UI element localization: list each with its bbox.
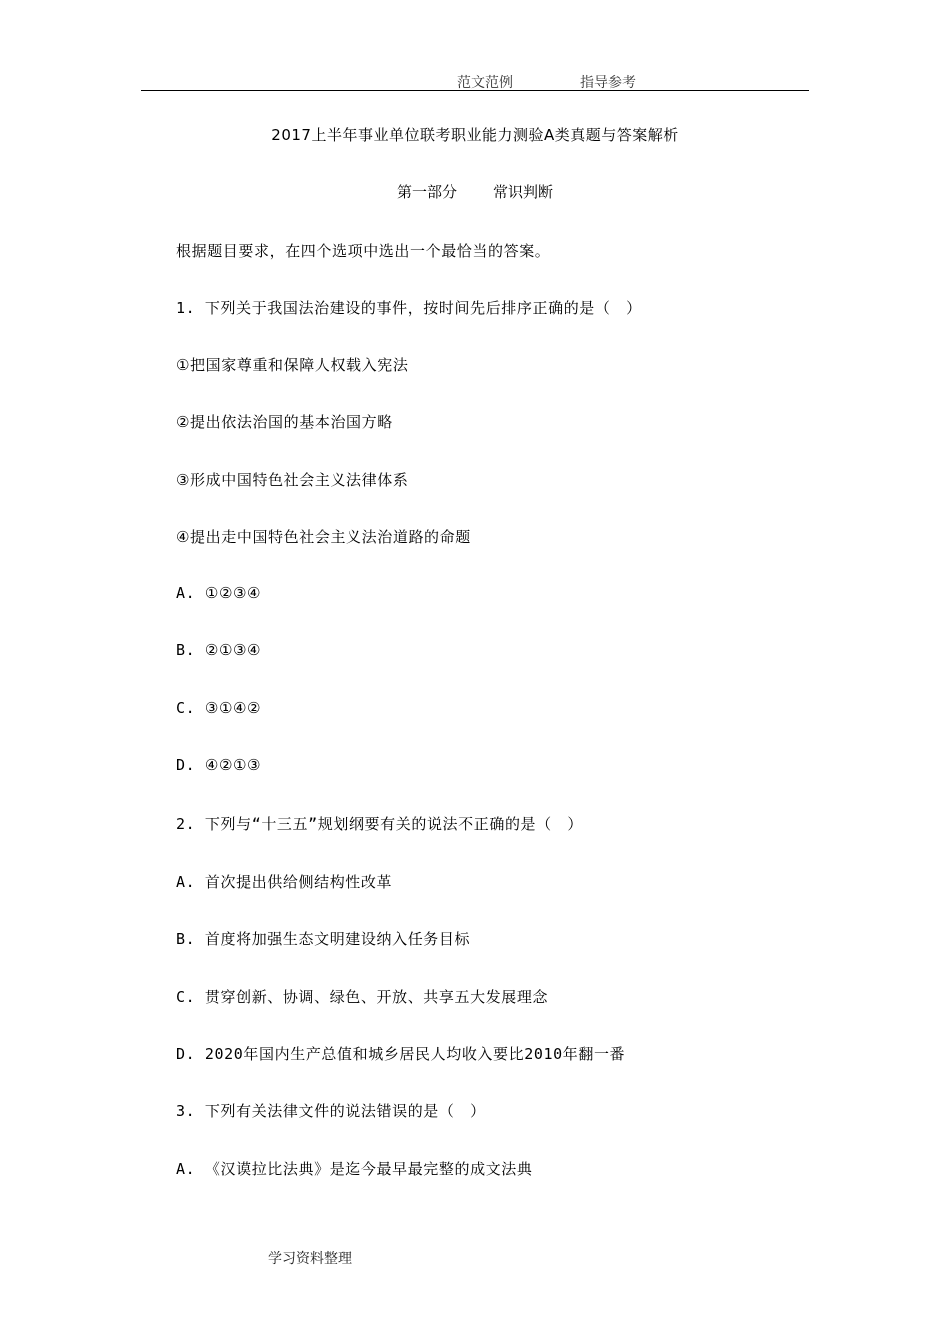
q1-item-1: ①把国家尊重和保障人权载入宪法 — [176, 356, 409, 374]
q2-option-a: A. 首次提出供给侧结构性改革 — [176, 873, 393, 891]
q1-option-c: C. ③①④② — [176, 699, 262, 717]
question-3: 3. 下列有关法律文件的说法错误的是（ ） — [176, 1102, 486, 1120]
question-1: 1. 下列关于我国法治建设的事件，按时间先后排序正确的是（ ） — [176, 299, 642, 317]
section-name: 常识判断 — [493, 183, 554, 201]
q1-option-d: D. ④②①③ — [176, 756, 262, 774]
q1-item-2: ②提出依法治国的基本治国方略 — [176, 413, 393, 431]
q1-item-4: ④提出走中国特色社会主义法治道路的命题 — [176, 528, 471, 546]
page-header — [141, 70, 809, 91]
header-left-text: 范文范例 — [457, 75, 513, 91]
header-right-text: 指导参考 — [580, 75, 636, 91]
section-heading — [0, 181, 950, 202]
q2-option-d: D. 2020年国内生产总值和城乡居民人均收入要比2010年翻一番 — [176, 1045, 626, 1063]
q1-item-3: ③形成中国特色社会主义法律体系 — [176, 471, 409, 489]
document-title: 2017上半年事业单位联考职业能力测验A类真题与答案解析 — [271, 126, 679, 144]
instruction-text: 根据题目要求，在四个选项中选出一个最恰当的答案。 — [176, 242, 551, 260]
q1-option-a: A. ①②③④ — [176, 584, 262, 602]
page-footer: 学习资料整理 — [268, 1251, 352, 1267]
q2-option-c: C. 贯穿创新、协调、绿色、开放、共享五大发展理念 — [176, 988, 549, 1006]
q1-option-b: B. ②①③④ — [176, 641, 262, 659]
q2-option-b: B. 首度将加强生态文明建设纳入任务目标 — [176, 930, 471, 948]
q3-option-a: A. 《汉谟拉比法典》是迄今最早最完整的成文法典 — [176, 1160, 533, 1178]
question-2: 2. 下列与“十三五”规划纲要有关的说法不正确的是（ ） — [176, 815, 583, 833]
section-part: 第一部分 — [396, 183, 457, 201]
